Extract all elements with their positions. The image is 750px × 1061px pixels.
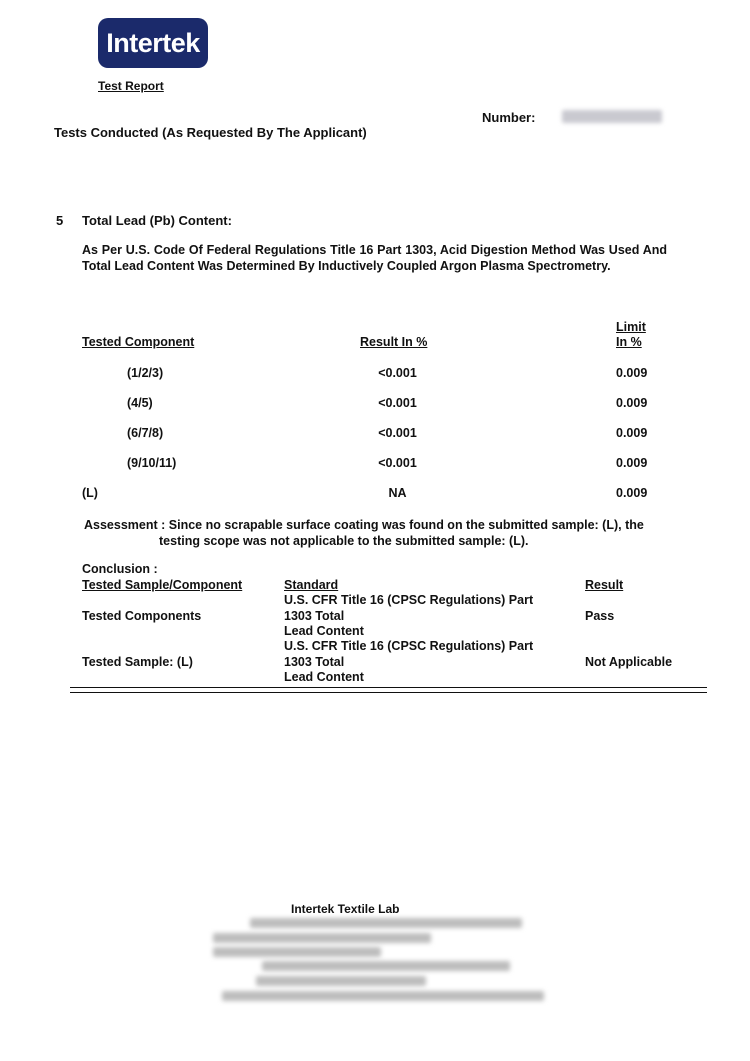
section-number: 5 — [56, 213, 64, 228]
result-cell: <0.001 — [378, 426, 417, 440]
col-header-limit-line1: Limit — [616, 320, 646, 334]
conclusion-result-cell: Pass — [585, 609, 615, 623]
component-cell: (4/5) — [127, 396, 153, 410]
result-cell: <0.001 — [378, 456, 417, 470]
conclusion-standard-cell — [284, 593, 554, 640]
standard-line: Lead Content — [284, 670, 364, 684]
col-header-limit — [616, 320, 646, 350]
footer-contact-redacted — [222, 991, 544, 1001]
conclusion-col-result: Result — [585, 578, 624, 592]
report-number-label: Number: — [482, 110, 536, 125]
limit-cell: 0.009 — [616, 396, 648, 410]
limit-cell: 0.009 — [616, 456, 648, 470]
footer-address-redacted — [256, 976, 426, 986]
conclusion-col-sample: Tested Sample/Component — [82, 578, 243, 592]
footer-address-redacted — [213, 947, 381, 957]
section-end-double-rule — [70, 687, 707, 693]
standard-line: U.S. CFR Title 16 (CPSC Regulations) Part — [284, 639, 534, 653]
component-cell: (9/10/11) — [127, 456, 177, 470]
component-cell: (L) — [82, 486, 98, 500]
limit-cell: 0.009 — [616, 486, 648, 500]
conclusion-sample-cell: Tested Sample: (L) — [82, 655, 193, 669]
limit-cell: 0.009 — [616, 366, 648, 380]
result-cell: NA — [388, 486, 407, 500]
assessment-line-2: testing scope was not applicable to the submitted sample: (L). — [159, 534, 529, 548]
conclusion-col-standard: Standard — [284, 578, 339, 592]
conclusion-result-cell: Not Applicable — [585, 655, 673, 669]
assessment-line-1: Assessment : Since no scrapable surface coating was found on the submitted sample: (L), the — [84, 518, 644, 532]
conclusion-label: Conclusion : — [82, 562, 158, 576]
standard-line: 1303 Total — [284, 654, 345, 669]
col-header-limit-line2: In % — [616, 335, 642, 349]
standard-line: 1303 Total — [284, 608, 345, 623]
footer-address-redacted — [250, 918, 522, 928]
component-cell: (1/2/3) — [127, 366, 164, 380]
intertek-logo — [98, 18, 208, 68]
limit-cell: 0.009 — [616, 426, 648, 440]
standard-line: Lead Content — [284, 624, 364, 638]
col-header-component: Tested Component — [82, 335, 195, 349]
table-row — [0, 486, 750, 502]
result-cell: <0.001 — [378, 396, 417, 410]
result-cell: <0.001 — [378, 366, 417, 380]
table-row — [0, 396, 750, 412]
footer-lab-name: Intertek Textile Lab — [291, 902, 400, 916]
table-row — [0, 456, 750, 472]
section-title: Total Lead (Pb) Content: — [82, 213, 232, 228]
component-cell: (6/7/8) — [127, 426, 164, 440]
tests-conducted-heading: Tests Conducted (As Requested By The Applicant) — [54, 125, 367, 140]
col-header-result: Result In % — [360, 335, 428, 349]
footer-address-redacted — [262, 961, 510, 971]
table-row — [0, 366, 750, 382]
method-description: As Per U.S. Code Of Federal Regulations Title 16 Part 1303, Acid Digestion Method Was Used And Total Lead Content Was Determined By Inductively Coupled Argon Plasma Spectrometry. — [82, 243, 667, 273]
logo-text: Intertek — [106, 27, 200, 58]
conclusion-standard-cell — [284, 639, 554, 686]
report-title: Test Report — [98, 79, 164, 93]
table-row — [0, 426, 750, 442]
report-number-redacted — [562, 110, 662, 123]
conclusion-sample-cell: Tested Components — [82, 609, 202, 623]
footer-address-redacted — [213, 933, 431, 943]
standard-line: U.S. CFR Title 16 (CPSC Regulations) Part — [284, 593, 534, 607]
assessment-note — [84, 517, 684, 549]
